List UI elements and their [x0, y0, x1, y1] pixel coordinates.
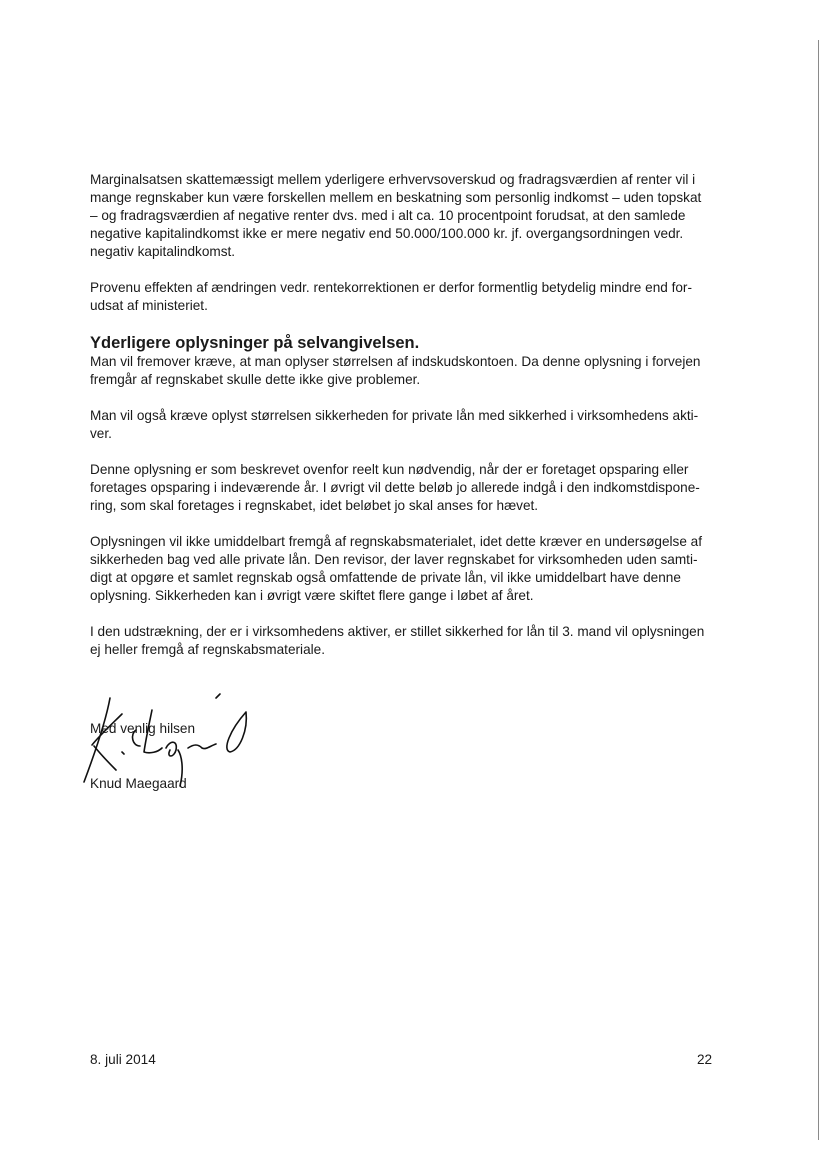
- handwritten-signature: [70, 690, 260, 800]
- footer-page-number: 22: [697, 1052, 713, 1067]
- paragraph-indskudskonto: Man vil fremover kræve, at man oplyser størrelsen af indskudskontoen. Da denne oplysning i forvejen fremgår af regnskabet skulle dette ikke give problemer.: [90, 354, 701, 387]
- closing-greeting: Med venlig hilsen: [90, 721, 196, 736]
- paragraph-regnskabsmateriale: Oplysningen vil ikke umiddelbart fremgå af regnskabsmaterialet, idet dette kræver en undersøgelse af sikkerheden bag ved alle private lån. Den revisor, der laver regnskabet for virksomheden uden samti- digt at opgøre et samlet regnskab også omfattende de private lån, vil ikke umiddelbart have denne oplysning. Sikkerheden kan i øvrigt være skiftet flere gange i løbet af året.: [90, 534, 703, 603]
- page-edge-line: [818, 40, 819, 1140]
- signer-name: Knud Maegaard: [90, 776, 187, 791]
- letter-body: [90, 171, 740, 677]
- paragraph-tredje-mand: I den udstrækning, der er i virksomhedens aktiver, er stillet sikkerhed for lån til 3. mand vil oplysningen ej heller fremgå af regnskabsmateriale.: [90, 624, 705, 657]
- footer-date: 8. juli 2014: [90, 1052, 156, 1067]
- paragraph-provenu: Provenu effekten af ændringen vedr. rentekorrektionen er derfor formentlig betydelig mindre end for- udsat af ministeriet.: [90, 280, 692, 313]
- paragraph-marginalsats: Marginalsatsen skattemæssigt mellem yderligere erhvervsoverskud og fradragsværdien af renter vil i mange regnskaber kun være forskellen mellem en beskatning som personlig indkomst – uden topskat – og fradragsværdien af negative renter dvs. med i alt ca. 10 procentpoint forudsat, at den samlede negative kapitalindkomst ikke er mere negativ end 50.000/100.000 kr. jf. overgangsordningen vedr. negativ kapitalindkomst.: [90, 172, 702, 259]
- paragraph-sikkerhed: Man vil også kræve oplyst størrelsen sikkerheden for private lån med sikkerhed i virksomhedens akti- ver.: [90, 408, 699, 441]
- section-heading: Yderligere oplysninger på selvangivelsen.: [90, 334, 420, 352]
- paragraph-opsparing: Denne oplysning er som beskrevet ovenfor reelt kun nødvendig, når der er foretaget opsparing eller foretages opsparing i indeværende år. I øvrigt vil dette beløb jo allerede indgå i den indkomstdispone- ring, som skal foretages i regnskabet, idet beløbet jo skal anses for hævet.: [90, 462, 700, 513]
